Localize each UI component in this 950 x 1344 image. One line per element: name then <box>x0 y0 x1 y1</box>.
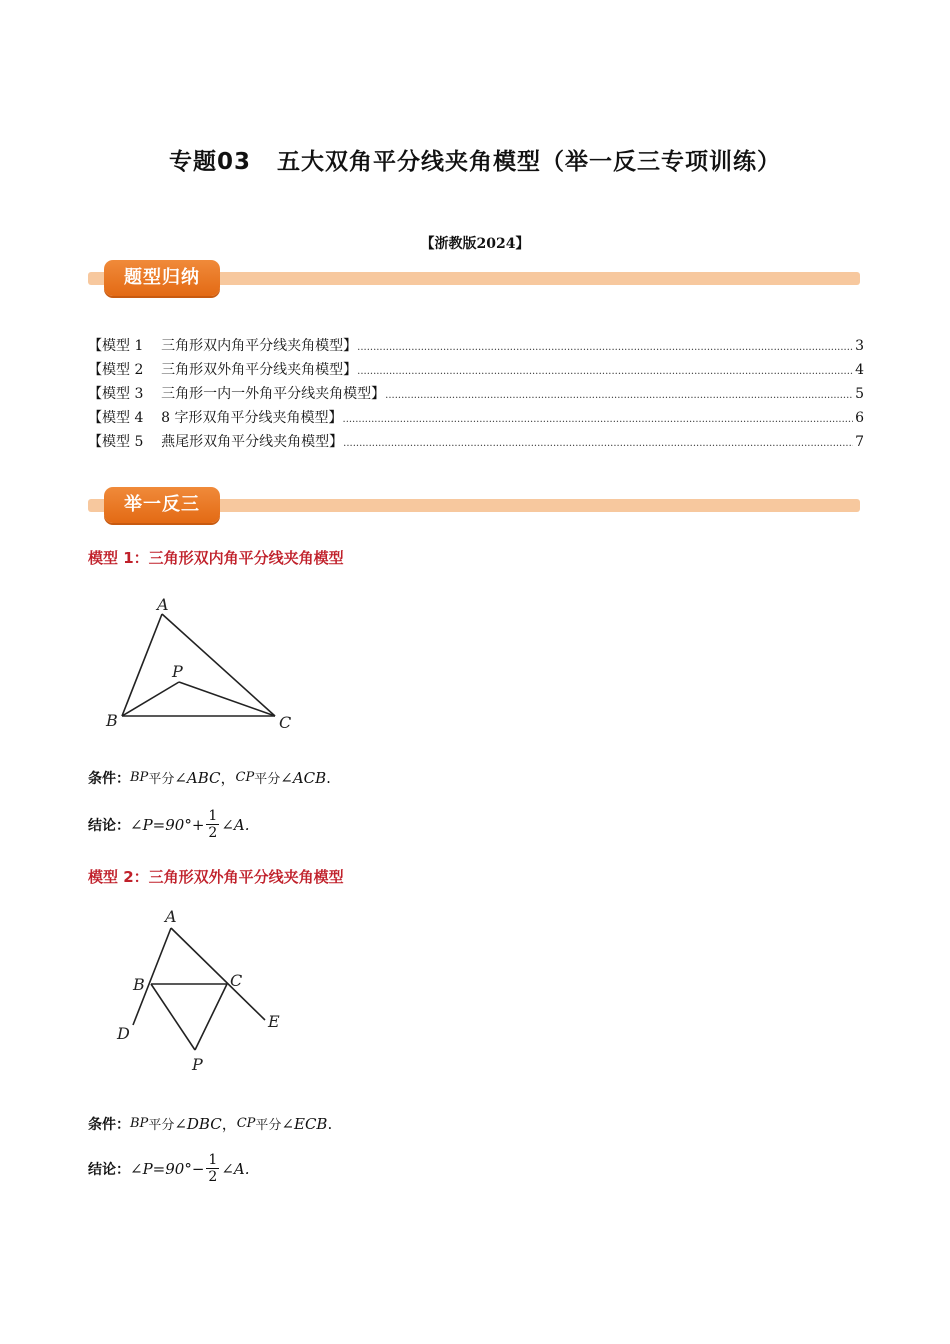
conclusion-label: 结论： <box>88 817 130 834</box>
vertex-label-c: C <box>279 713 292 732</box>
model2-condition <box>88 1113 332 1134</box>
toc-item-page: 6 <box>855 410 864 426</box>
formula-lhs: ∠P=90°+ <box>130 815 205 834</box>
condition-label: 条件： <box>88 1116 130 1133</box>
toc-item-page: 3 <box>855 338 864 354</box>
toc-item-page: 7 <box>855 434 864 450</box>
vertex-label-c: C <box>230 971 243 990</box>
fraction-numerator: 1 <box>208 808 218 824</box>
vertex-label-b: B <box>106 711 118 730</box>
vertex-label-a: A <box>157 595 169 614</box>
fraction-half <box>206 808 219 841</box>
separator: ， <box>220 769 236 787</box>
toc-item[interactable] <box>88 334 864 358</box>
point-label-d: D <box>117 1024 130 1043</box>
toc-item-page: 5 <box>855 386 864 402</box>
point-label-e: E <box>268 1012 280 1031</box>
model1-condition <box>88 767 331 788</box>
period: . <box>326 768 331 787</box>
model1-figure <box>100 590 310 740</box>
vertex-label-a: A <box>165 907 177 926</box>
toc-item[interactable] <box>88 430 864 454</box>
segment-cp <box>179 682 275 716</box>
bisect-word: 平分 <box>148 1118 175 1133</box>
toc-item-page: 4 <box>855 362 864 378</box>
vertex-label-b: B <box>133 975 145 994</box>
model1-heading: 模型 1：三角形双内角平分线夹角模型 <box>88 549 344 567</box>
line-ae <box>171 928 265 1020</box>
segment-name: BP <box>130 770 149 785</box>
model1-conclusion <box>88 808 249 841</box>
segment-bp <box>151 984 195 1050</box>
period: . <box>327 1114 333 1133</box>
toc-item[interactable] <box>88 358 864 382</box>
segment-name: CP <box>235 770 255 785</box>
model2-figure <box>100 900 300 1080</box>
fraction-denominator: 2 <box>208 825 218 841</box>
toc-item-text: 【模型 5 燕尾形双角平分线夹角模型】 <box>88 434 344 450</box>
angle-name: ∠ECB <box>281 1114 328 1133</box>
banner-tag-examples: 举一反三 <box>104 487 220 523</box>
angle-name: ∠ABC <box>174 768 221 787</box>
segment-bp <box>122 682 179 716</box>
bisect-word: 平分 <box>254 772 281 787</box>
conclusion-label: 结论： <box>88 1161 130 1178</box>
fraction-denominator: 2 <box>208 1169 218 1185</box>
segment-cp <box>195 984 227 1050</box>
bisect-word: 平分 <box>255 1118 282 1133</box>
bisect-word: 平分 <box>148 772 175 787</box>
condition-label: 条件： <box>88 770 130 787</box>
section-banner-summary <box>88 258 860 302</box>
title-number: 专题03 <box>168 149 251 175</box>
toc-item-text: 【模型 1 三角形双内角平分线夹角模型】 <box>88 338 358 354</box>
title-text: 五大双角平分线夹角模型（举一反三专项训练） <box>277 149 781 175</box>
table-of-contents <box>88 334 864 454</box>
banner-tag-summary: 题型归纳 <box>104 260 220 296</box>
toc-leader-dots <box>343 430 853 456</box>
point-label-p: P <box>192 1055 203 1074</box>
segment-name: BP <box>130 1116 149 1131</box>
model2-heading: 模型 2：三角形双外角平分线夹角模型 <box>88 868 344 886</box>
formula-lhs: ∠P=90°− <box>130 1159 205 1178</box>
formula-rhs: ∠A. <box>221 815 250 834</box>
toc-leader-dots <box>357 358 853 384</box>
angle-name: ∠DBC <box>174 1114 222 1133</box>
edition-label: 【浙教版2024】 <box>420 236 530 252</box>
section-banner-examples <box>88 485 860 529</box>
separator: ， <box>221 1115 237 1133</box>
segment-ab <box>122 614 162 716</box>
model2-conclusion <box>88 1152 249 1185</box>
formula-rhs: ∠A. <box>221 1159 250 1178</box>
angle-name: ∠ACB <box>280 768 327 787</box>
toc-item[interactable] <box>88 406 864 430</box>
document-title <box>0 143 950 176</box>
point-label-p: P <box>172 662 183 681</box>
fraction-half <box>206 1152 219 1185</box>
segment-name: CP <box>236 1116 256 1131</box>
toc-leader-dots <box>357 334 853 360</box>
toc-leader-dots <box>385 382 853 408</box>
toc-item-text: 【模型 4 8 字形双角平分线夹角模型】 <box>88 410 343 426</box>
toc-item-text: 【模型 3 三角形一内一外角平分线夹角模型】 <box>88 386 386 402</box>
toc-leader-dots <box>343 406 854 432</box>
toc-item-text: 【模型 2 三角形双外角平分线夹角模型】 <box>88 362 358 378</box>
fraction-numerator: 1 <box>208 1152 218 1168</box>
toc-item[interactable] <box>88 382 864 406</box>
